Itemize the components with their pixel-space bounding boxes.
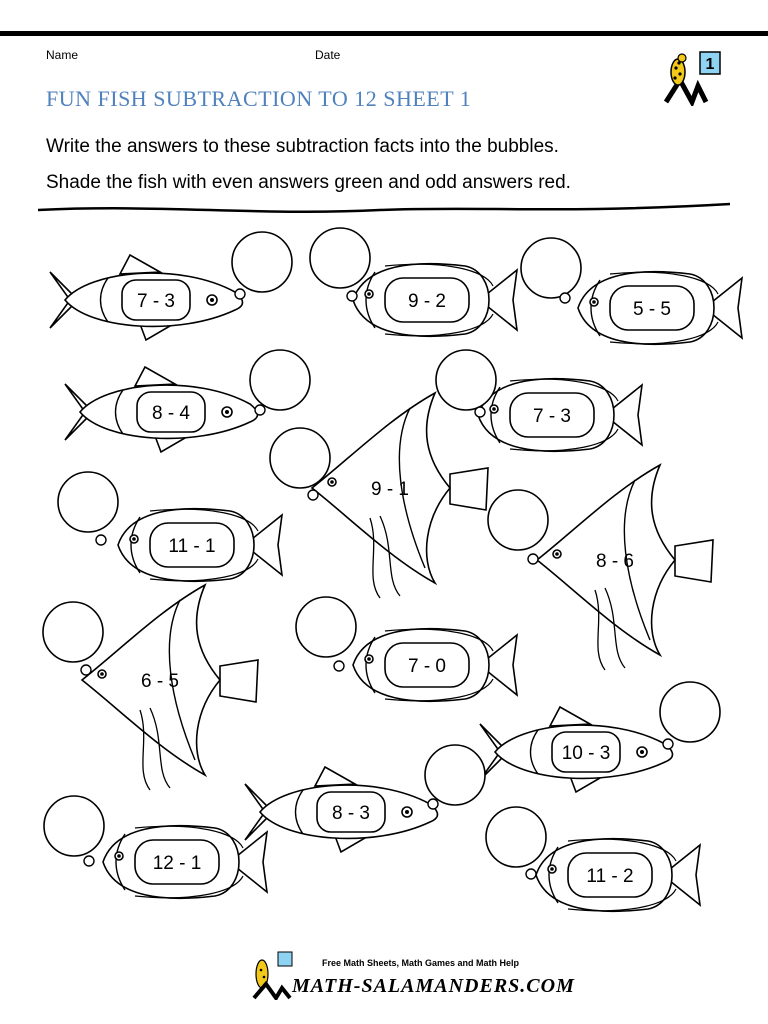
- answer-bubble[interactable]: [310, 228, 370, 288]
- subtraction-problem: 9 - 2: [407, 291, 447, 312]
- answer-bubble[interactable]: [425, 745, 485, 805]
- small-bubble: [84, 856, 94, 866]
- small-bubble: [255, 405, 265, 415]
- footer-salamander-icon: [250, 950, 296, 1000]
- fish-roundfish: [103, 826, 267, 899]
- fish-goldfish: [50, 255, 243, 340]
- badge-number: 1: [705, 56, 715, 73]
- answer-bubble[interactable]: [270, 428, 330, 488]
- answer-bubble[interactable]: [486, 807, 546, 867]
- fish-goldfish: [480, 707, 673, 792]
- footer-brand: MATH-SALAMANDERS.COM: [292, 975, 575, 997]
- answer-bubble[interactable]: [232, 232, 292, 292]
- answer-bubble[interactable]: [488, 490, 548, 550]
- small-bubble: [528, 554, 538, 564]
- subtraction-problem: 8 - 6: [595, 551, 635, 572]
- small-bubble: [308, 490, 318, 500]
- fish-roundfish: [353, 629, 517, 702]
- small-bubble: [81, 665, 91, 675]
- answer-bubble[interactable]: [43, 602, 103, 662]
- answer-bubble[interactable]: [521, 238, 581, 298]
- page-title: FUN FISH SUBTRACTION TO 12 SHEET 1: [46, 86, 472, 111]
- fish-roundfish: [536, 839, 700, 912]
- subtraction-problem: 5 - 5: [632, 299, 672, 320]
- fish-angelfish: [537, 465, 713, 670]
- fish-roundfish: [478, 379, 642, 452]
- small-bubble: [428, 799, 438, 809]
- subtraction-problem: 12 - 1: [152, 853, 202, 874]
- answer-bubble[interactable]: [436, 350, 496, 410]
- instruction-line-2: Shade the fish with even answers green and odd answers red.: [46, 172, 571, 193]
- small-bubble: [347, 291, 357, 301]
- subtraction-problem: 10 - 3: [561, 743, 611, 764]
- small-bubble: [560, 293, 570, 303]
- fish-angelfish: [312, 393, 488, 598]
- answer-bubble[interactable]: [660, 682, 720, 742]
- fish-roundfish: [353, 264, 517, 337]
- footer-tagline: Free Math Sheets, Math Games and Math Help: [322, 958, 520, 968]
- fish-angelfish: [82, 585, 258, 790]
- subtraction-problem: 7 - 0: [407, 656, 447, 677]
- small-bubble: [663, 739, 673, 749]
- fish-goldfish: [65, 367, 258, 452]
- subtraction-problem: 11 - 1: [168, 536, 216, 557]
- subtraction-problem: 11 - 2: [586, 866, 634, 887]
- answer-bubble[interactable]: [296, 597, 356, 657]
- answer-bubble[interactable]: [44, 796, 104, 856]
- date-label: Date: [315, 48, 341, 62]
- small-bubble: [334, 661, 344, 671]
- fish-roundfish: [118, 509, 282, 582]
- small-bubble: [475, 407, 485, 417]
- subtraction-problem: 8 - 3: [331, 803, 371, 824]
- subtraction-problem: 6 - 5: [140, 671, 180, 692]
- subtraction-problem: 9 - 1: [370, 479, 410, 500]
- small-bubble: [526, 869, 536, 879]
- subtraction-problem: 7 - 3: [532, 406, 572, 427]
- subtraction-problem: 8 - 4: [151, 403, 191, 424]
- fish-goldfish: [245, 767, 438, 852]
- name-label: Name: [46, 48, 79, 62]
- fish-roundfish: [578, 272, 742, 345]
- answer-bubble[interactable]: [58, 472, 118, 532]
- subtraction-problem: 7 - 3: [136, 291, 176, 312]
- instruction-line-1: Write the answers to these subtraction facts into the bubbles.: [46, 136, 559, 157]
- small-bubble: [96, 535, 106, 545]
- small-bubble: [235, 289, 245, 299]
- answer-bubble[interactable]: [250, 350, 310, 410]
